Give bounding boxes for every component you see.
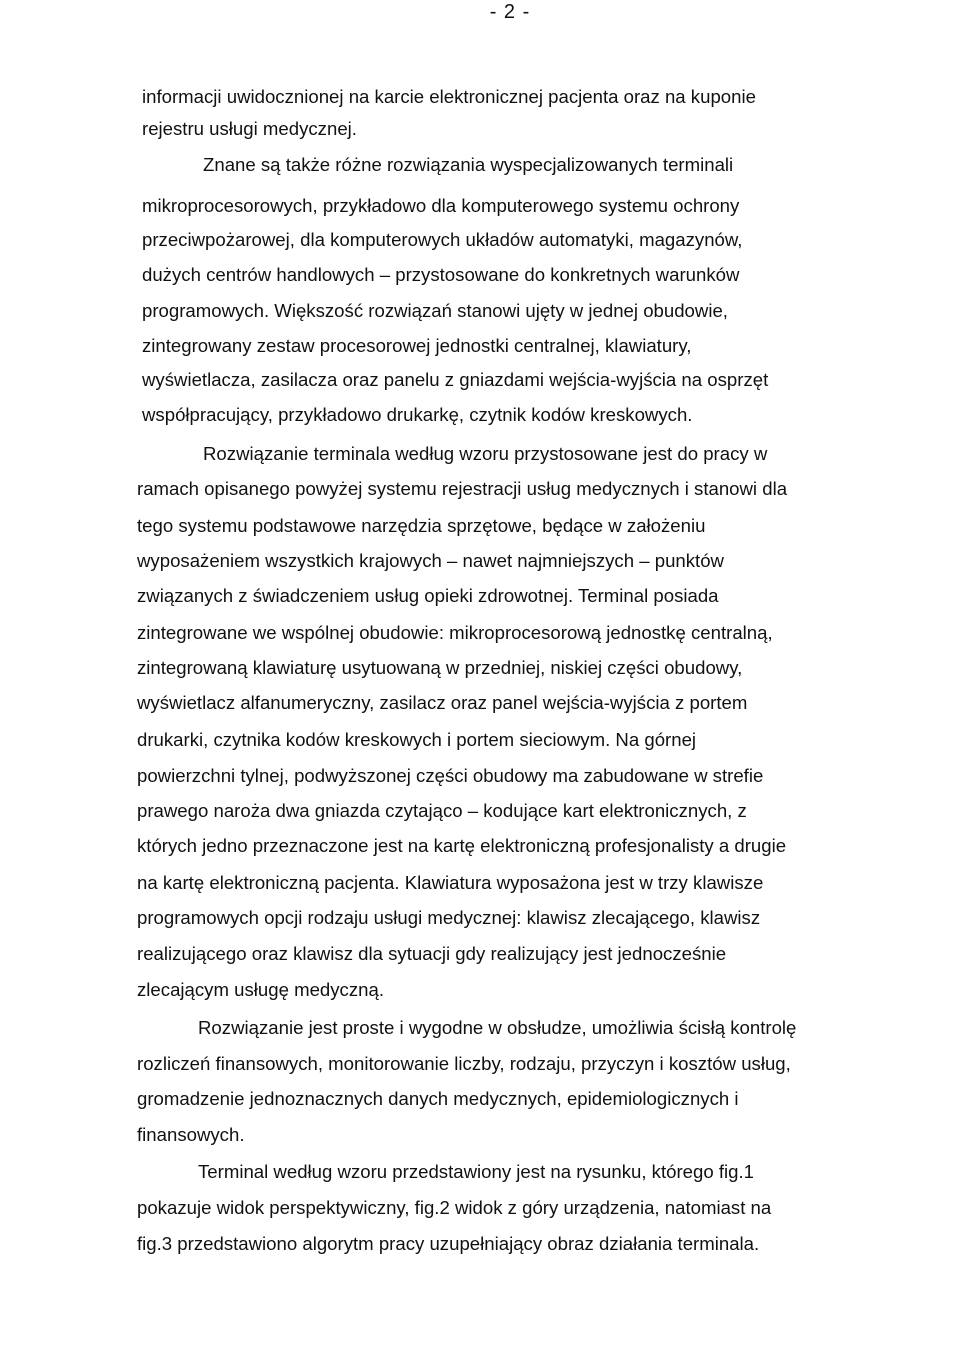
- text-line: związanych z świadczeniem usług opieki zdrowotnej. Terminal posiada: [137, 585, 719, 606]
- text-line: rozliczeń finansowych, monitorowanie liczby, rodzaju, przyczyn i kosztów usług,: [137, 1053, 791, 1074]
- text-line: których jedno przeznaczone jest na kartę elektroniczną profesjonalisty a drugie: [137, 835, 787, 856]
- text-line: na kartę elektroniczną pacjenta. Klawiatura wyposażona jest w trzy klawisze: [137, 872, 764, 893]
- text-line: wyposażeniem wszystkich krajowych – nawet najmniejszych – punktów: [137, 550, 724, 571]
- text-line: zlecającym usługę medyczną.: [137, 979, 384, 1000]
- text-line: programowych. Większość rozwiązań stanowi ujęty w jednej obudowie,: [142, 300, 728, 321]
- page-number: [0, 0, 960, 24]
- text-line: realizującego oraz klawisz dla sytuacji gdy realizujący jest jednocześnie: [137, 943, 727, 964]
- text-line: Rozwiązanie terminala według wzoru przystosowane jest do pracy w: [203, 443, 768, 464]
- text-line: drukarki, czytnika kodów kreskowych i portem sieciowym. Na górnej: [137, 729, 697, 750]
- text-line: ramach opisanego powyżej systemu rejestracji usług medycznych i stanowi dla: [137, 478, 788, 499]
- text-line: powierzchni tylnej, podwyższonej części obudowy ma zabudowane w strefie: [137, 765, 764, 786]
- text-line: gromadzenie jednoznacznych danych medycznych, epidemiologicznych i: [137, 1088, 739, 1109]
- text-line: współpracujący, przykładowo drukarkę, czytnik kodów kreskowych.: [142, 404, 693, 425]
- text-line: fig.3 przedstawiono algorytm pracy uzupełniający obraz działania terminala.: [137, 1233, 760, 1254]
- text-line: wyświetlacz alfanumeryczny, zasilacz oraz panel wejścia-wyjścia z portem: [137, 692, 748, 713]
- text-line: informacji uwidocznionej na karcie elektronicznej pacjenta oraz na kuponie: [142, 86, 756, 107]
- text-line: prawego naroża dwa gniazda czytająco – kodujące kart elektronicznych, z: [137, 800, 747, 821]
- text-line: Terminal według wzoru przedstawiony jest na rysunku, którego fig.1: [198, 1161, 755, 1182]
- text-line: Znane są także różne rozwiązania wyspecjalizowanych terminali: [203, 154, 734, 175]
- text-line: wyświetlacza, zasilacza oraz panelu z gniazdami wejścia-wyjścia na osprzęt: [142, 369, 769, 390]
- text-line: zintegrowany zestaw procesorowej jednostki centralnej, klawiatury,: [142, 335, 692, 356]
- text-line: przeciwpożarowej, dla komputerowych układów automatyki, magazynów,: [142, 229, 743, 250]
- text-line: pokazuje widok perspektywiczny, fig.2 widok z góry urządzenia, natomiast na: [137, 1197, 772, 1218]
- text-line: rejestru usługi medycznej.: [142, 118, 357, 139]
- text-line: Rozwiązanie jest proste i wygodne w obsłudze, umożliwia ścisłą kontrolę: [198, 1017, 797, 1038]
- text-line: tego systemu podstawowe narzędzia sprzętowe, będące w założeniu: [137, 515, 706, 536]
- text-line: mikroprocesorowych, przykładowo dla komputerowego systemu ochrony: [142, 195, 740, 216]
- text-line: dużych centrów handlowych – przystosowane do konkretnych warunków: [142, 264, 740, 285]
- text-line: zintegrowane we wspólnej obudowie: mikroprocesorową jednostkę centralną,: [137, 622, 773, 643]
- text-line: zintegrowaną klawiaturę usytuowaną w przedniej, niskiej części obudowy,: [137, 657, 743, 678]
- text-line: programowych opcji rodzaju usługi medycznej: klawisz zlecającego, klawisz: [137, 907, 761, 928]
- text-line: finansowych.: [137, 1124, 245, 1145]
- page-number-text: - 2 -: [489, 1, 531, 23]
